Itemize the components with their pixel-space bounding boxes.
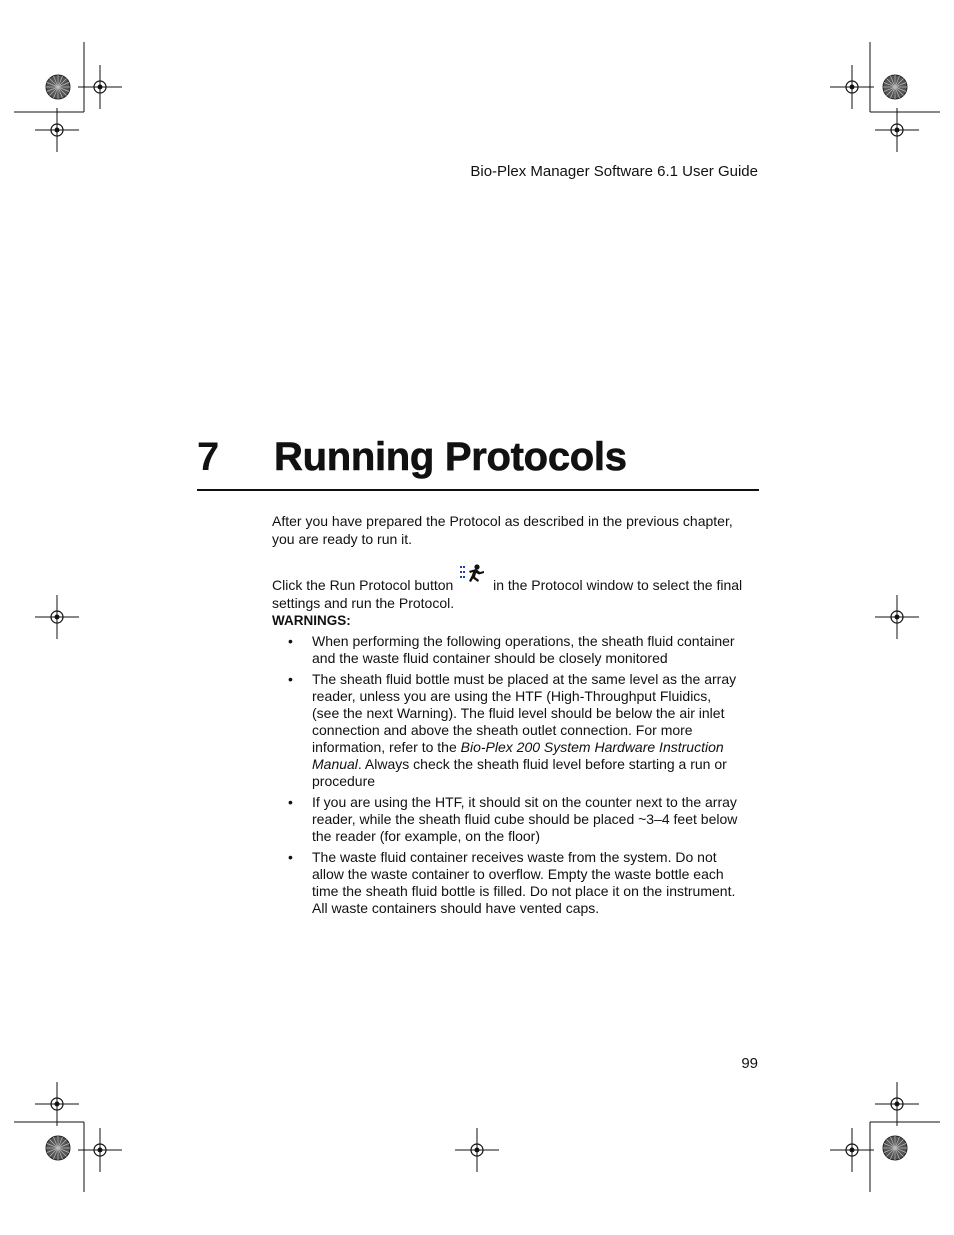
list-item [272,671,742,790]
warnings-heading: WARNINGS: [272,613,351,628]
manual-title: Bio-Plex 200 System Hardware Instruction Manual [312,739,724,772]
chapter-title: Running Protocols [274,435,627,479]
running-header: Bio-Plex Manager Software 6.1 User Guide [470,163,758,180]
list-item [272,849,742,917]
bullet-dot: • [288,794,293,810]
list-item [272,794,742,845]
run-instruction-paragraph [272,571,762,612]
warning-text: If you are using the HTF, it should sit on the counter next to the array reader, while the sheath fluid cube should be placed ~3–4 feet below the reader (for example, on the floor) [312,794,738,844]
intro-paragraph: After you have prepared the Protocol as described in the previous chapter, you are ready to run it. [272,513,733,547]
list-item [272,633,742,667]
run-instruction-after: in the Protocol window to select the final settings and run the Protocol. [272,577,743,611]
warnings-list [272,633,742,921]
bullet-dot: • [288,633,293,649]
bullet-dot: • [288,671,293,687]
run-instruction-before: Click the Run Protocol button [272,577,454,593]
warning-text: When performing the following operations, the sheath fluid container and the waste fluid container should be closely monitored [312,633,735,666]
title-rule [197,489,759,491]
run-protocol-icon [459,563,485,583]
chapter-number: 7 [197,435,220,479]
bullet-dot: • [288,849,293,865]
warning-text: The waste fluid container receives waste from the system. Do not allow the waste container to overflow. Empty the waste bottle each time the sheath fluid bottle is filled. Do not place it on the instrument. All waste containers should have vented caps. [312,849,736,916]
warning-text-after: . Always check the sheath fluid level before starting a run or procedure [312,756,727,789]
page-number: 99 [741,1055,758,1072]
warning-text-before: The sheath fluid bottle must be placed at the same level as the array reader, unless you are using the HTF (High-Throughput Fluidics, (see the next Warning). The fluid level should be below the air inlet connection and above the sheath outlet connection. For more information, refer to the [312,671,737,755]
